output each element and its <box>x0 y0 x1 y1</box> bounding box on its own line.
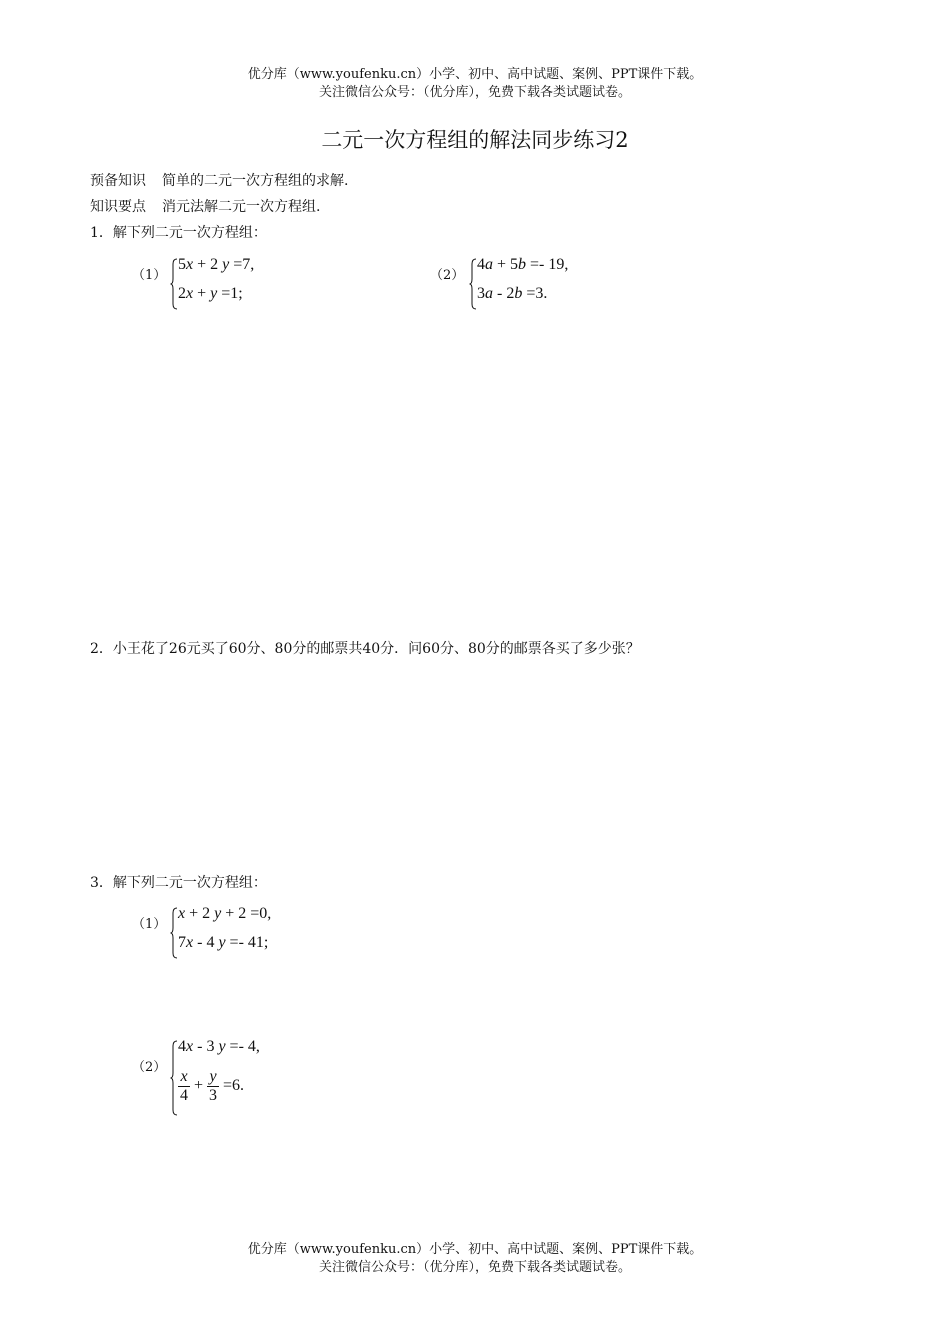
q3-p2-system <box>178 1038 318 1118</box>
key-label: 知识要点 <box>90 199 146 215</box>
header-line-2: 关注微信公众号：（优分库），免费下载各类试题试卷。 <box>318 85 631 100</box>
q3-stem: 3．解下列二元一次方程组： <box>90 875 267 891</box>
q1-stem: 1．解下列二元一次方程组： <box>90 225 267 241</box>
q1-p2-label: （2） <box>430 268 465 283</box>
q3-p1-eq1: x + 2 y + 2 =0, <box>178 905 272 922</box>
q3-p1-label: （1） <box>132 917 167 932</box>
key-text: 消元法解二元一次方程组. <box>162 199 321 215</box>
q3-p2-label: （2） <box>132 1060 167 1075</box>
left-brace-icon <box>170 907 178 959</box>
q3-p1-eq2: 7x - 4 y =- 41; <box>178 934 269 951</box>
q1-p1-label: （1） <box>132 268 167 283</box>
prep-text: 简单的二元一次方程组的求解. <box>162 173 349 189</box>
fraction-y-over-3: $\frac{y}{3}$ <box>209 1068 218 1104</box>
footer-line-2: 关注微信公众号：（优分库），免费下载各类试题试卷。 <box>318 1260 631 1275</box>
q1-p1-system <box>178 256 298 312</box>
q1-p1-eq1: 5x + 2 y =7, <box>178 256 255 273</box>
prep-label: 预备知识 <box>90 173 146 189</box>
q1-p2-eq1: 4a + 5b =- 19, <box>477 256 569 273</box>
left-brace-icon <box>170 258 178 310</box>
key-points <box>90 196 320 216</box>
footer-line-1: 优分库（www.youfenku.cn）小学、初中、高中试题、案例、PPT课件下载。 <box>247 1242 703 1257</box>
page-title: 二元一次方程组的解法同步练习2 <box>321 128 629 152</box>
prep-knowledge <box>90 170 348 190</box>
q3-p1-system <box>178 905 318 961</box>
q2-stem: 2．小王花了26元买了60分、80分的邮票共40分．问60分、80分的邮票各买了多少张？ <box>90 641 640 657</box>
q1-p2-eq2: 3a - 2b =3. <box>477 285 548 302</box>
header-line-1: 优分库（www.youfenku.cn）小学、初中、高中试题、案例、PPT课件下载。 <box>247 67 703 82</box>
page-footer <box>0 1241 950 1277</box>
q1-p2-system <box>477 256 617 312</box>
left-brace-icon <box>170 1040 178 1116</box>
q3-p2-eq1: 4x - 3 y =- 4, <box>178 1038 260 1055</box>
q1-p1-eq2: 2x + y =1; <box>178 285 243 302</box>
left-brace-icon <box>469 258 477 310</box>
fraction-x-over-4: $\frac{x}{4}$ <box>180 1068 188 1104</box>
q3-p2-eq2: $\frac{x}{4}$ + $\frac{y}{3}$ =6. <box>180 1068 245 1104</box>
page-header <box>0 66 950 102</box>
